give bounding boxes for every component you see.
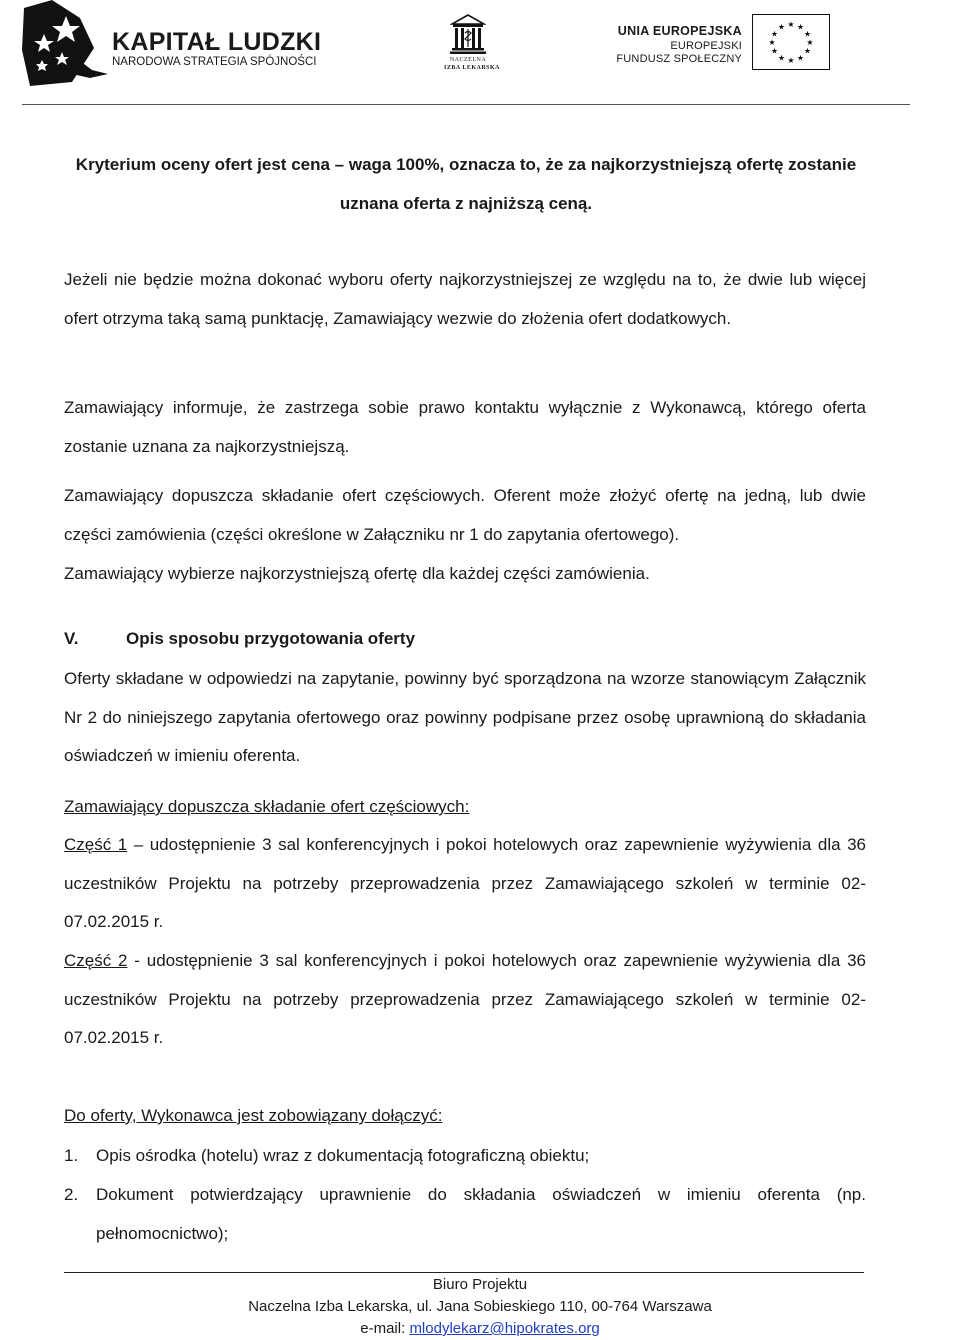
partial-offers-paragraph: Zamawiający dopuszcza składanie ofert częściowych. Oferent może złożyć ofertę na jedną, lub dwie części zamówienia (części określone w Załączniku nr 1 do zapytania ofertowego). <box>64 486 866 544</box>
page-header <box>0 0 960 110</box>
footer-email-link[interactable]: mlodylekarz@hipokrates.org <box>409 1320 600 1337</box>
best-offer-paragraph: Zamawiający wybierze najkorzystniejszą ofertę dla każdej części zamówienia. <box>64 564 650 583</box>
contact-paragraph: Zamawiający informuje, że zastrzega sobie prawo kontaktu wyłącznie z Wykonawcą, którego oferta zostanie uznana za najkorzystniejszą. <box>64 398 866 456</box>
section-heading <box>64 620 866 659</box>
svg-text:★: ★ <box>777 53 786 63</box>
chamber-name-line-1: NACZELNA <box>449 57 487 63</box>
list-item-text: Opis ośrodka (hotelu) wraz z dokumentacją fotograficzną obiektu; <box>96 1146 590 1165</box>
european-union-logo <box>600 12 880 72</box>
part-1-label: Część 1 <box>64 835 128 854</box>
kapital-ludzki-title: KAPITAŁ LUDZKI <box>112 28 322 56</box>
part-1-text: – udostępnienie 3 sal konferencyjnych i pokoi hotelowych oraz zapewnienie wyżywienia dla 36 uczestników Projektu na potrzeby przeprowadzenia przez Zamawiającego szkoleń w terminie 02-07.02.2015 r. <box>64 835 866 931</box>
part-2-label: Część 2 <box>64 951 128 970</box>
evaluation-criterion: Kryterium oceny ofert jest cena – waga 100%, oznacza to, że za najkorzystniejszą ofertę zostanie uznana oferta z najniższą ceną. <box>75 155 857 213</box>
svg-text:★: ★ <box>806 38 814 47</box>
fund-name-line-1: EUROPEJSKI <box>670 40 742 52</box>
chamber-name-line-2: IZBA LEKARSKA <box>444 65 501 71</box>
svg-text:★: ★ <box>768 38 776 47</box>
attachments-heading: Do oferty, Wykonawca jest zobowiązany dołączyć: <box>64 1106 443 1125</box>
svg-text:★: ★ <box>770 29 779 39</box>
section-number: V. <box>64 629 79 648</box>
footer-address: Naczelna Izba Lekarska, ul. Jana Sobieskiego 110, 00-764 Warszawa <box>248 1298 712 1315</box>
list-item-text: Dokument potwierdzający uprawnienie do składania oświadczeń w imieniu oferenta (np. pełnomocnictwo); <box>96 1185 866 1243</box>
svg-text:★: ★ <box>777 22 786 32</box>
footer-office: Biuro Projektu <box>432 1276 528 1293</box>
part-2-paragraph <box>64 942 866 1058</box>
chamber-building-icon <box>450 14 486 54</box>
partial-offers-heading: Zamawiający dopuszcza składanie ofert częściowych: <box>64 797 470 816</box>
section-title: Opis sposobu przygotowania oferty <box>126 629 416 648</box>
kapital-ludzki-emblem-icon <box>22 0 112 90</box>
footer-email-label: e-mail: <box>360 1320 410 1337</box>
fund-name-line-2: FUNDUSZ SPOŁECZNY <box>616 53 742 65</box>
kapital-ludzki-logo <box>22 0 322 90</box>
svg-text:★: ★ <box>796 53 805 63</box>
svg-text:★: ★ <box>787 20 795 29</box>
tie-break-paragraph: Jeżeli nie będzie można dokonać wyboru oferty najkorzystniejszej ze względu na to, że dwie lub więcej ofert otrzyma taką samą punktację, Zamawiający wezwie do złożenia ofert dodatkowych. <box>64 270 866 328</box>
list-item-number: 1. <box>64 1146 79 1165</box>
svg-text:★: ★ <box>770 46 779 56</box>
list-item <box>64 1137 866 1176</box>
list-item-number: 2. <box>64 1185 79 1204</box>
footer-email-line <box>0 1320 960 1337</box>
svg-text:★: ★ <box>803 46 812 56</box>
eu-flag-icon <box>752 14 830 70</box>
footer-divider <box>64 1272 864 1273</box>
header-divider <box>22 104 910 105</box>
offer-preparation-paragraph: Oferty składane w odpowiedzi na zapytanie, powinny być sporządzona na wzorze stanowiącym Załącznik Nr 2 do niniejszego zapytania ofertowego oraz powinny podpisane przez osobę uprawnioną do składania oświadczeń w imieniu oferenta. <box>64 669 866 765</box>
part-2-text: - udostępnienie 3 sal konferencyjnych i pokoi hotelowych oraz zapewnienie wyżywienia dla 36 uczestników Projektu na potrzeby przeprowadzenia przez Zamawiającego szkoleń w terminie 02-07.02.2015 r. <box>64 951 866 1047</box>
svg-text:★: ★ <box>803 29 812 39</box>
kapital-ludzki-subtitle: NARODOWA STRATEGIA SPÓJNOŚCI <box>112 56 317 68</box>
list-item <box>64 1176 866 1253</box>
svg-text:★: ★ <box>787 56 795 65</box>
naczelna-izba-lekarska-logo <box>444 14 501 72</box>
part-1-paragraph <box>64 826 866 942</box>
svg-text:★: ★ <box>796 22 805 32</box>
eu-name: UNIA EUROPEJSKA <box>617 24 742 38</box>
